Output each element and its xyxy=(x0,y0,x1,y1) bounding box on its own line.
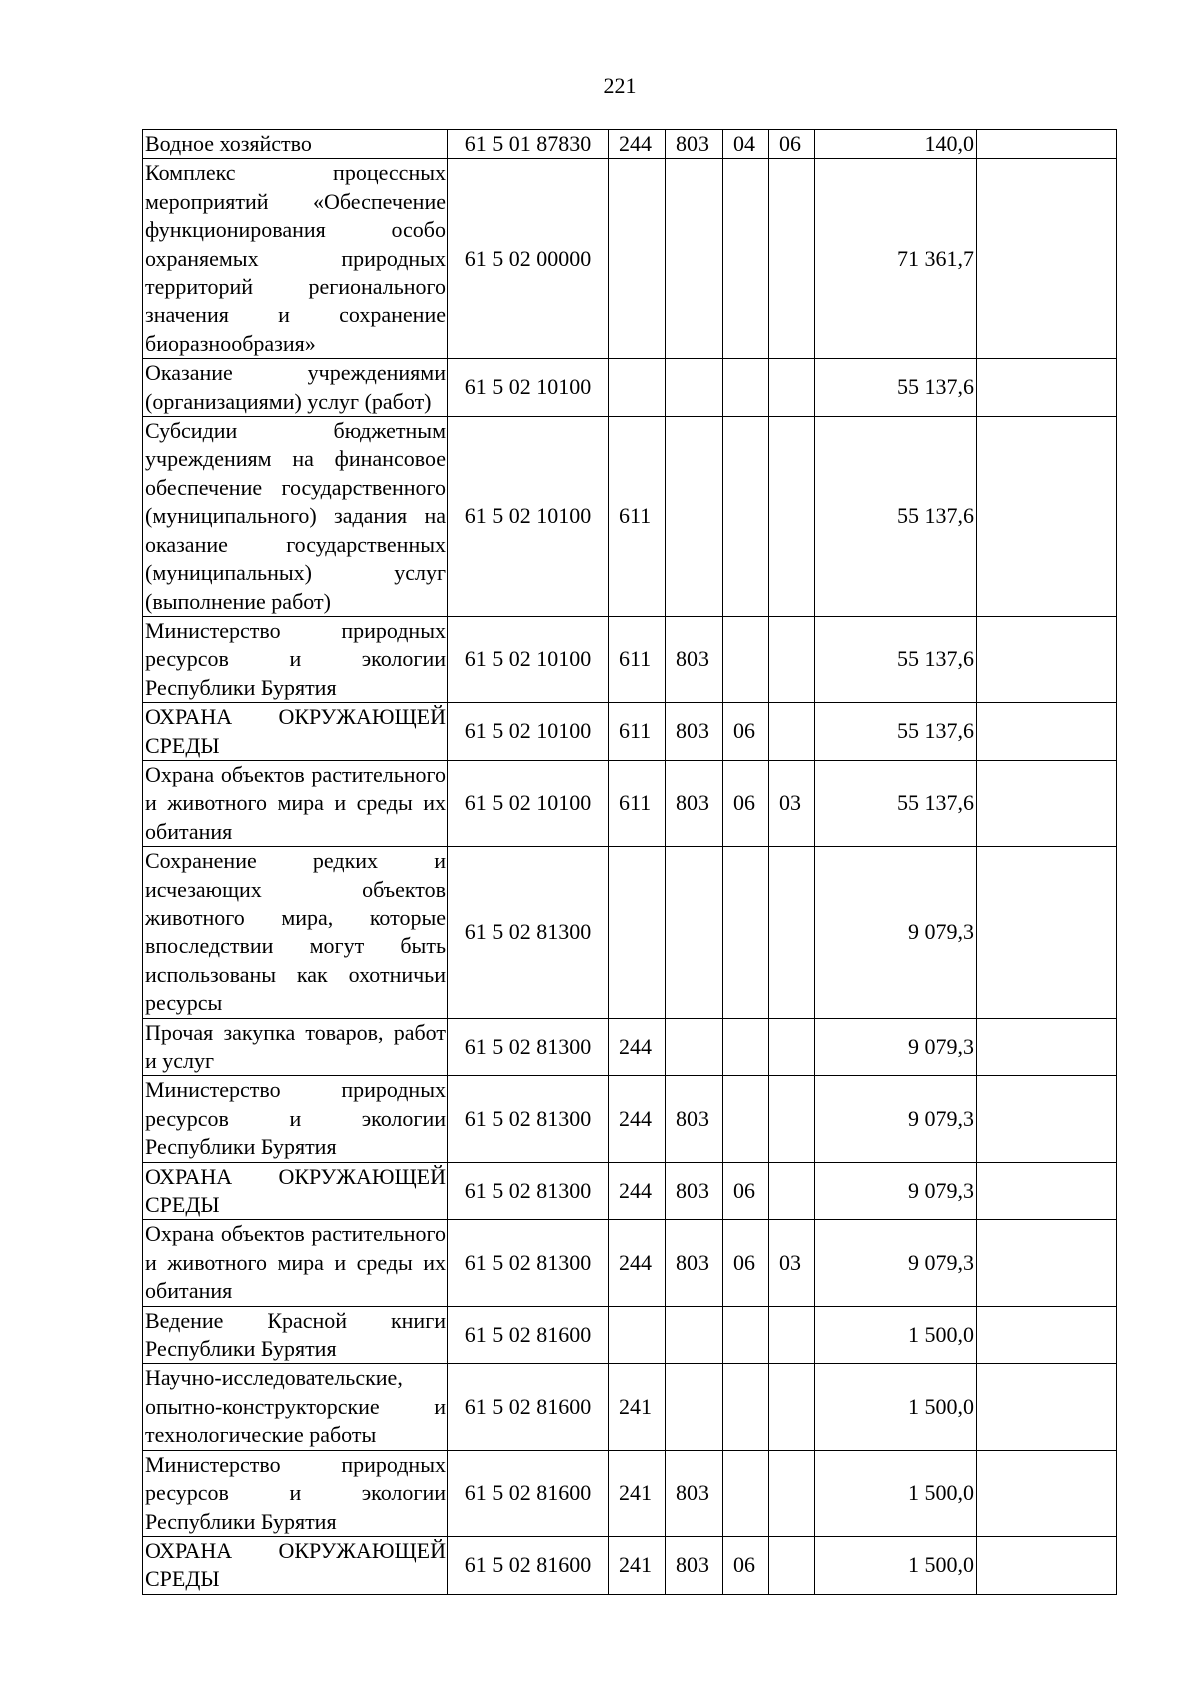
row-name-cell: Научно-исследовательские, опытно-конструкторские и технологические работы xyxy=(143,1364,448,1450)
table-row xyxy=(143,1306,1117,1364)
row-vr-cell: 244 xyxy=(609,1220,666,1306)
row-code-cell: 61 5 02 81600 xyxy=(448,1536,609,1594)
row-amount-cell: 9 079,3 xyxy=(815,1018,977,1076)
table-row xyxy=(143,1018,1117,1076)
row-amount-cell: 140,0 xyxy=(815,130,977,159)
row-vr-cell: 611 xyxy=(609,417,666,617)
row-pr-cell xyxy=(769,1536,815,1594)
row-code-cell: 61 5 02 81600 xyxy=(448,1364,609,1450)
row-grbs-cell: 803 xyxy=(666,760,723,846)
table-row xyxy=(143,417,1117,617)
row-vr-cell xyxy=(609,1306,666,1364)
row-rz-cell xyxy=(723,159,769,359)
row-extra-cell xyxy=(977,1220,1117,1306)
row-grbs-cell: 803 xyxy=(666,1162,723,1220)
row-rz-cell xyxy=(723,1364,769,1450)
row-vr-cell: 241 xyxy=(609,1364,666,1450)
row-name-cell: ОХРАНА ОКРУЖАЮЩЕЙ СРЕДЫ xyxy=(143,1162,448,1220)
row-grbs-cell: 803 xyxy=(666,616,723,702)
row-extra-cell xyxy=(977,1364,1117,1450)
row-extra-cell xyxy=(977,130,1117,159)
row-name-cell: Оказание учреждениями (организациями) услуг (работ) xyxy=(143,359,448,417)
row-rz-cell xyxy=(723,1018,769,1076)
row-extra-cell xyxy=(977,1162,1117,1220)
row-amount-cell: 71 361,7 xyxy=(815,159,977,359)
row-vr-cell: 244 xyxy=(609,1162,666,1220)
row-rz-cell: 06 xyxy=(723,703,769,761)
row-name-cell: Комплекс процессных мероприятий «Обеспечение функционирования особо охраняемых природных территорий регионального значения и сохранение биоразнообразия» xyxy=(143,159,448,359)
row-rz-cell: 06 xyxy=(723,1536,769,1594)
row-extra-cell xyxy=(977,1536,1117,1594)
row-grbs-cell xyxy=(666,1018,723,1076)
budget-table-body xyxy=(143,130,1117,1595)
row-vr-cell: 241 xyxy=(609,1450,666,1536)
row-extra-cell xyxy=(977,1450,1117,1536)
table-row xyxy=(143,1162,1117,1220)
row-name-cell: Водное хозяйство xyxy=(143,130,448,159)
row-pr-cell xyxy=(769,1364,815,1450)
row-amount-cell: 9 079,3 xyxy=(815,847,977,1018)
row-rz-cell xyxy=(723,1306,769,1364)
row-name-cell: Прочая закупка товаров, работ и услуг xyxy=(143,1018,448,1076)
row-extra-cell xyxy=(977,1076,1117,1162)
row-grbs-cell xyxy=(666,847,723,1018)
row-name-cell: ОХРАНА ОКРУЖАЮЩЕЙ СРЕДЫ xyxy=(143,1536,448,1594)
row-amount-cell: 55 137,6 xyxy=(815,616,977,702)
row-name-cell: Охрана объектов растительного и животного мира и среды их обитания xyxy=(143,760,448,846)
row-extra-cell xyxy=(977,417,1117,617)
table-row xyxy=(143,703,1117,761)
row-amount-cell: 9 079,3 xyxy=(815,1162,977,1220)
row-pr-cell xyxy=(769,1162,815,1220)
row-code-cell: 61 5 01 87830 xyxy=(448,130,609,159)
row-amount-cell: 55 137,6 xyxy=(815,703,977,761)
row-extra-cell xyxy=(977,760,1117,846)
table-row xyxy=(143,847,1117,1018)
table-row xyxy=(143,159,1117,359)
row-pr-cell xyxy=(769,1306,815,1364)
row-extra-cell xyxy=(977,359,1117,417)
row-pr-cell xyxy=(769,847,815,1018)
row-amount-cell: 1 500,0 xyxy=(815,1364,977,1450)
row-grbs-cell xyxy=(666,359,723,417)
row-pr-cell xyxy=(769,359,815,417)
row-vr-cell: 241 xyxy=(609,1536,666,1594)
row-code-cell: 61 5 02 10100 xyxy=(448,616,609,702)
table-row xyxy=(143,760,1117,846)
row-name-cell: Охрана объектов растительного и животного мира и среды их обитания xyxy=(143,1220,448,1306)
row-amount-cell: 9 079,3 xyxy=(815,1076,977,1162)
table-row xyxy=(143,130,1117,159)
row-name-cell: Министерство природных ресурсов и экологии Республики Бурятия xyxy=(143,616,448,702)
row-code-cell: 61 5 02 10100 xyxy=(448,760,609,846)
row-rz-cell: 06 xyxy=(723,760,769,846)
row-code-cell: 61 5 02 10100 xyxy=(448,703,609,761)
row-grbs-cell: 803 xyxy=(666,1076,723,1162)
row-grbs-cell: 803 xyxy=(666,130,723,159)
row-grbs-cell: 803 xyxy=(666,1220,723,1306)
row-rz-cell xyxy=(723,847,769,1018)
row-pr-cell: 03 xyxy=(769,1220,815,1306)
row-extra-cell xyxy=(977,703,1117,761)
row-code-cell: 61 5 02 81300 xyxy=(448,1018,609,1076)
row-amount-cell: 9 079,3 xyxy=(815,1220,977,1306)
row-grbs-cell xyxy=(666,159,723,359)
row-vr-cell: 611 xyxy=(609,760,666,846)
table-row xyxy=(143,1220,1117,1306)
row-code-cell: 61 5 02 10100 xyxy=(448,417,609,617)
row-vr-cell xyxy=(609,359,666,417)
row-rz-cell xyxy=(723,417,769,617)
row-grbs-cell: 803 xyxy=(666,703,723,761)
row-name-cell: Министерство природных ресурсов и экологии Республики Бурятия xyxy=(143,1076,448,1162)
table-row xyxy=(143,616,1117,702)
row-name-cell: Ведение Красной книги Республики Бурятия xyxy=(143,1306,448,1364)
row-vr-cell xyxy=(609,159,666,359)
row-rz-cell: 06 xyxy=(723,1162,769,1220)
row-pr-cell: 03 xyxy=(769,760,815,846)
row-name-cell: Сохранение редких и исчезающих объектов животного мира, которые впоследствии могут быть использованы как охотничьи ресурсы xyxy=(143,847,448,1018)
table-row xyxy=(143,1450,1117,1536)
row-grbs-cell: 803 xyxy=(666,1536,723,1594)
row-code-cell: 61 5 02 81300 xyxy=(448,1076,609,1162)
row-code-cell: 61 5 02 00000 xyxy=(448,159,609,359)
row-name-cell: ОХРАНА ОКРУЖАЮЩЕЙ СРЕДЫ xyxy=(143,703,448,761)
row-extra-cell xyxy=(977,1018,1117,1076)
row-pr-cell: 06 xyxy=(769,130,815,159)
row-vr-cell: 611 xyxy=(609,616,666,702)
row-grbs-cell xyxy=(666,417,723,617)
row-amount-cell: 55 137,6 xyxy=(815,417,977,617)
row-amount-cell: 1 500,0 xyxy=(815,1536,977,1594)
row-amount-cell: 55 137,6 xyxy=(815,760,977,846)
row-pr-cell xyxy=(769,703,815,761)
row-rz-cell: 04 xyxy=(723,130,769,159)
row-name-cell: Субсидии бюджетным учреждениям на финансовое обеспечение государственного (муниципального) задания на оказание государственных (муниципальных) услуг (выполнение работ) xyxy=(143,417,448,617)
row-code-cell: 61 5 02 81600 xyxy=(448,1306,609,1364)
row-grbs-cell: 803 xyxy=(666,1450,723,1536)
row-pr-cell xyxy=(769,1018,815,1076)
row-code-cell: 61 5 02 81300 xyxy=(448,1220,609,1306)
row-vr-cell xyxy=(609,847,666,1018)
row-vr-cell: 244 xyxy=(609,1018,666,1076)
row-pr-cell xyxy=(769,159,815,359)
row-pr-cell xyxy=(769,1450,815,1536)
row-pr-cell xyxy=(769,417,815,617)
row-rz-cell: 06 xyxy=(723,1220,769,1306)
row-code-cell: 61 5 02 81600 xyxy=(448,1450,609,1536)
row-rz-cell xyxy=(723,1450,769,1536)
table-row xyxy=(143,1076,1117,1162)
row-pr-cell xyxy=(769,616,815,702)
row-amount-cell: 55 137,6 xyxy=(815,359,977,417)
row-pr-cell xyxy=(769,1076,815,1162)
row-rz-cell xyxy=(723,359,769,417)
row-extra-cell xyxy=(977,159,1117,359)
row-code-cell: 61 5 02 81300 xyxy=(448,1162,609,1220)
row-vr-cell: 244 xyxy=(609,1076,666,1162)
row-vr-cell: 611 xyxy=(609,703,666,761)
row-vr-cell: 244 xyxy=(609,130,666,159)
row-grbs-cell xyxy=(666,1306,723,1364)
row-rz-cell xyxy=(723,616,769,702)
row-amount-cell: 1 500,0 xyxy=(815,1450,977,1536)
row-grbs-cell xyxy=(666,1364,723,1450)
table-row xyxy=(143,359,1117,417)
table-row xyxy=(143,1536,1117,1594)
row-name-cell: Министерство природных ресурсов и экологии Республики Бурятия xyxy=(143,1450,448,1536)
row-rz-cell xyxy=(723,1076,769,1162)
budget-table xyxy=(142,129,1117,1595)
row-code-cell: 61 5 02 81300 xyxy=(448,847,609,1018)
row-extra-cell xyxy=(977,1306,1117,1364)
row-extra-cell xyxy=(977,616,1117,702)
row-amount-cell: 1 500,0 xyxy=(815,1306,977,1364)
row-extra-cell xyxy=(977,847,1117,1018)
table-row xyxy=(143,1364,1117,1450)
row-code-cell: 61 5 02 10100 xyxy=(448,359,609,417)
page-number: 221 xyxy=(603,73,637,98)
